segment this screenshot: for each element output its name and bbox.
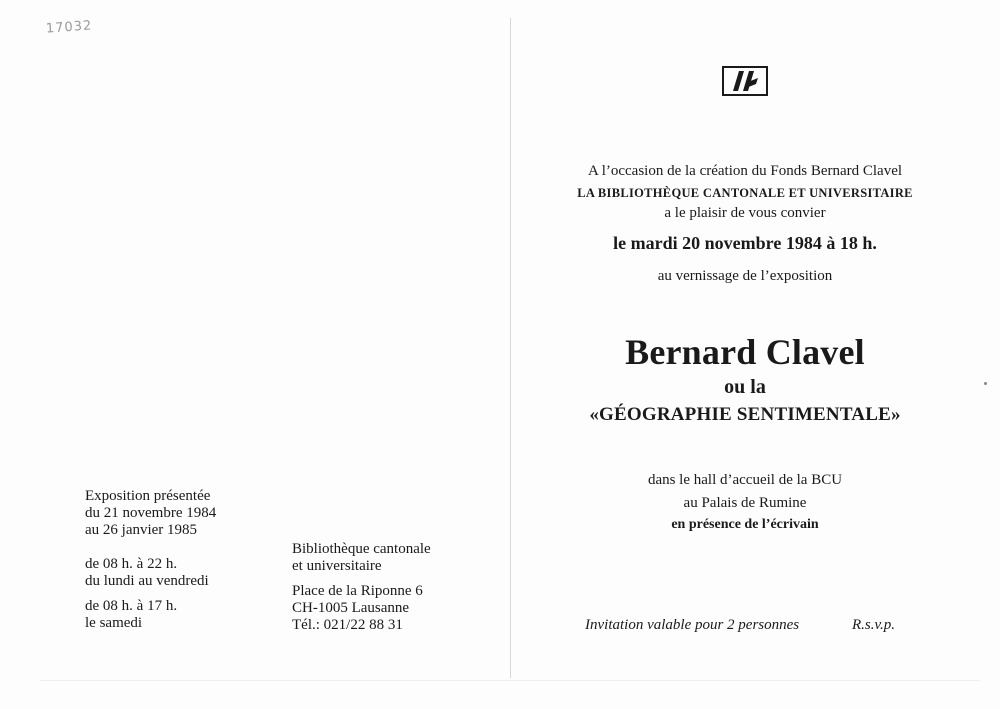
saturday-hours-line: de 08 h. à 17 h. — [85, 598, 178, 614]
venue-building: au Palais de Rumine — [683, 495, 807, 511]
weekday-hours-line: de 08 h. à 22 h. — [85, 556, 178, 572]
exhibition-dates-line: Exposition présentée — [85, 488, 211, 504]
address-line: CH-1005 Lausanne — [292, 600, 410, 616]
library-name-line: et universitaire — [292, 558, 382, 574]
occasion-line: A l’occasion de la création du Fonds Bernard Clavel — [587, 163, 903, 179]
exhibition-dates-line: au 26 janvier 1985 — [85, 522, 198, 538]
weekday-hours — [85, 556, 209, 590]
saturday-hours-line: le samedi — [85, 615, 143, 631]
title-connector: ou la — [724, 376, 766, 398]
fold-line — [510, 18, 511, 678]
event-date: le mardi 20 novembre 1984 à 18 h. — [613, 233, 877, 253]
exhibition-title: Bernard Clavel — [625, 332, 865, 372]
exhibition-subtitle: «GÉOGRAPHIE SENTIMENTALE» — [589, 404, 901, 425]
phone-line: Tél.: 021/22 88 31 — [292, 617, 403, 633]
library-name-line: Bibliothèque cantonale — [292, 541, 431, 557]
venue-line: dans le hall d’accueil de la BCU — [647, 472, 843, 488]
weekday-hours-line: du lundi au vendredi — [85, 573, 209, 589]
vernissage-line: au vernissage de l’exposition — [657, 268, 833, 284]
invitation-phrase: a le plaisir de vous convier — [664, 205, 826, 221]
library-address — [292, 583, 423, 634]
address-line: Place de la Riponne 6 — [292, 583, 423, 599]
library-name — [292, 541, 431, 575]
exhibition-dates — [85, 488, 216, 539]
rsvp-note: R.s.v.p. — [852, 617, 896, 633]
saturday-hours — [85, 598, 177, 632]
institution-name: LA BIBLIOTHÈQUE CANTONALE ET UNIVERSITAIRE — [577, 186, 913, 200]
exhibition-dates-line: du 21 novembre 1984 — [85, 505, 217, 521]
author-presence: en présence de l’écrivain — [671, 517, 819, 532]
archive-number: 17032 — [45, 18, 93, 37]
stray-mark — [984, 382, 987, 385]
bcu-logo-icon — [722, 66, 768, 96]
invitation-validity: Invitation valable pour 2 personnes — [585, 617, 800, 633]
card-bottom-edge — [40, 680, 980, 681]
